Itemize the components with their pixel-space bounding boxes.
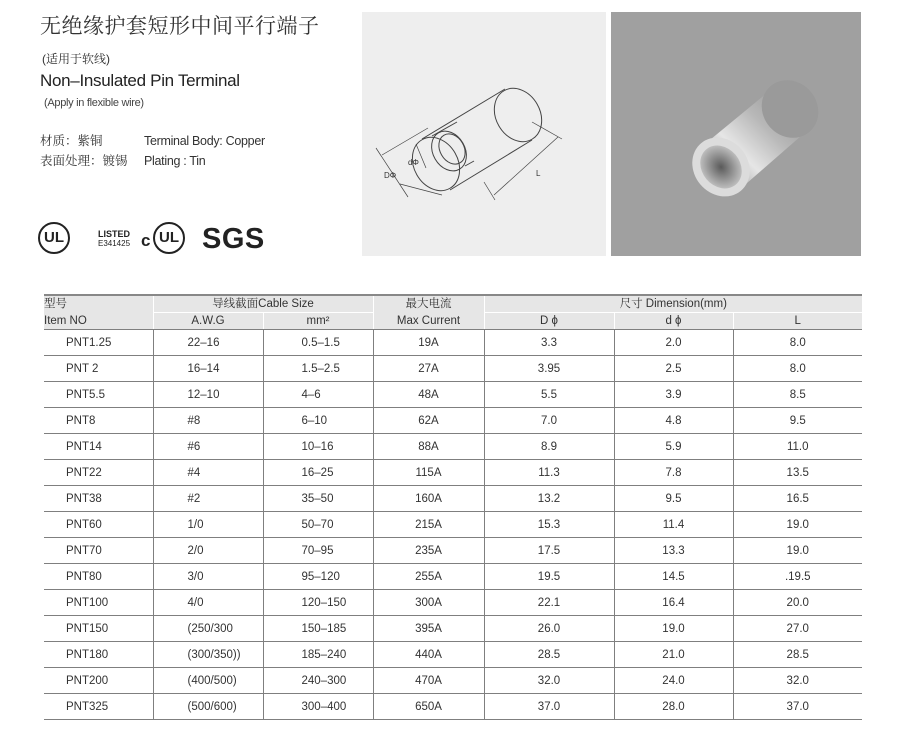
cell-mm2: 10–16 [263,434,373,460]
cell-D: 8.9 [484,434,614,460]
cell-mm2: 95–120 [263,564,373,590]
cell-L: 13.5 [733,460,862,486]
cell-awg: (300/350)) [153,642,263,668]
terminal-photo-svg [611,12,861,256]
cell-mm2: 6–10 [263,408,373,434]
cell-mm2: 70–95 [263,538,373,564]
ul-file-number: E341425 [98,239,131,248]
table-row [44,642,862,668]
cell-awg: 16–14 [153,356,263,382]
cell-model: PNT325 [44,694,153,720]
cell-D: 3.95 [484,356,614,382]
cell-d: 13.3 [614,538,733,564]
cell-L: 37.0 [733,694,862,720]
header-model-en: Item NO [44,313,153,330]
cell-D: 7.0 [484,408,614,434]
cell-D: 3.3 [484,330,614,356]
material-label-en: Terminal Body: Copper [144,134,265,148]
table-row [44,486,862,512]
cell-L: 8.5 [733,382,862,408]
cell-L: 28.5 [733,642,862,668]
cell-model: PNT14 [44,434,153,460]
cell-current: 19A [373,330,484,356]
cell-D: 15.3 [484,512,614,538]
cell-D: 26.0 [484,616,614,642]
cell-d: 11.4 [614,512,733,538]
cell-model: PNT60 [44,512,153,538]
header-row-1 [44,295,862,313]
cell-model: PNT80 [44,564,153,590]
label-D: DΦ [384,171,397,180]
cell-mm2: 1.5–2.5 [263,356,373,382]
c-mark: c [141,231,151,250]
cell-model: PNT38 [44,486,153,512]
material-spec [40,131,265,149]
cell-D: 28.5 [484,642,614,668]
header-dimension: 尺寸 Dimension(mm) [484,295,862,313]
product-photo [611,12,861,256]
sgs-logo: SGS [202,223,265,255]
cell-model: PNT5.5 [44,382,153,408]
header-mm2: mm² [263,313,373,330]
surface-label-en: Plating : Tin [144,154,206,168]
header-D: D ϕ [484,313,614,330]
label-d: dΦ [408,158,419,167]
cell-L: 32.0 [733,668,862,694]
cell-d: 14.5 [614,564,733,590]
apply-note-english: (Apply in flexible wire) [44,97,144,109]
cell-L: 16.5 [733,486,862,512]
table-row [44,590,862,616]
terminal-drawing-svg [362,12,606,256]
table-row [44,668,862,694]
cell-current: 160A [373,486,484,512]
cell-model: PNT1.25 [44,330,153,356]
cell-d: 7.8 [614,460,733,486]
cell-mm2: 4–6 [263,382,373,408]
material-label-cn: 材质：紫铜 [40,134,103,148]
cell-mm2: 300–400 [263,694,373,720]
cell-mm2: 240–300 [263,668,373,694]
cell-L: 9.5 [733,408,862,434]
header-cable-size: 导线截面Cable Size [153,295,373,313]
cell-current: 650A [373,694,484,720]
table-row [44,382,862,408]
listed-text: LISTED [98,229,131,239]
cell-d: 16.4 [614,590,733,616]
cell-d: 9.5 [614,486,733,512]
table-row [44,564,862,590]
table-row [44,538,862,564]
cell-model: PNT22 [44,460,153,486]
table-row [44,694,862,720]
header-model-cn: 型号 [44,295,153,313]
cell-L: 8.0 [733,330,862,356]
cell-current: 300A [373,590,484,616]
cell-current: 115A [373,460,484,486]
cell-awg: #4 [153,460,263,486]
cell-model: PNT100 [44,590,153,616]
listed-mark [98,230,130,248]
cell-d: 5.9 [614,434,733,460]
header-awg: A.W.G [153,313,263,330]
table-row [44,408,862,434]
cell-current: 48A [373,382,484,408]
cell-model: PNT70 [44,538,153,564]
cell-awg: #2 [153,486,263,512]
header-d: d ϕ [614,313,733,330]
cell-D: 19.5 [484,564,614,590]
cell-mm2: 16–25 [263,460,373,486]
cell-awg: 2/0 [153,538,263,564]
cell-mm2: 185–240 [263,642,373,668]
cell-d: 2.0 [614,330,733,356]
title-english: Non–Insulated Pin Terminal [40,71,240,90]
cell-D: 5.5 [484,382,614,408]
cell-L: 27.0 [733,616,862,642]
header-row-2 [44,313,862,330]
cell-d: 4.8 [614,408,733,434]
specification-table [44,294,862,720]
table-row [44,434,862,460]
ul-logo-icon: UL [38,222,70,254]
cell-current: 88A [373,434,484,460]
cell-current: 470A [373,668,484,694]
table-body [44,330,862,720]
cell-d: 2.5 [614,356,733,382]
cell-current: 62A [373,408,484,434]
cell-D: 37.0 [484,694,614,720]
cell-D: 22.1 [484,590,614,616]
cell-current: 255A [373,564,484,590]
cell-D: 13.2 [484,486,614,512]
technical-drawing [362,12,606,256]
cell-awg: 1/0 [153,512,263,538]
cell-d: 3.9 [614,382,733,408]
cell-D: 11.3 [484,460,614,486]
cell-d: 28.0 [614,694,733,720]
cell-model: PNT200 [44,668,153,694]
cell-awg: #6 [153,434,263,460]
header-current-cn: 最大电流 [373,295,484,313]
cell-L: .19.5 [733,564,862,590]
table-row [44,616,862,642]
cul-logo-icon: UL [153,222,185,254]
cell-awg: (500/600) [153,694,263,720]
header-L: L [733,313,862,330]
cell-model: PNT180 [44,642,153,668]
surface-label-cn: 表面处理：镀锡 [40,154,128,168]
table-row [44,460,862,486]
surface-spec [40,151,205,169]
cell-L: 8.0 [733,356,862,382]
table-row [44,330,862,356]
cell-mm2: 150–185 [263,616,373,642]
cell-awg: 12–10 [153,382,263,408]
cell-model: PNT150 [44,616,153,642]
cell-mm2: 35–50 [263,486,373,512]
cell-mm2: 120–150 [263,590,373,616]
cell-current: 235A [373,538,484,564]
cell-model: PNT 2 [44,356,153,382]
cell-awg: #8 [153,408,263,434]
cell-current: 395A [373,616,484,642]
cell-awg: 22–16 [153,330,263,356]
title-chinese: 无绝缘护套短形中间平行端子 [40,15,320,38]
cell-d: 19.0 [614,616,733,642]
cell-L: 19.0 [733,512,862,538]
cell-L: 11.0 [733,434,862,460]
cell-current: 27A [373,356,484,382]
cell-awg: 4/0 [153,590,263,616]
cell-awg: (400/500) [153,668,263,694]
header-current-en: Max Current [373,313,484,330]
cell-awg: (250/300 [153,616,263,642]
cell-D: 32.0 [484,668,614,694]
label-L: L [536,169,541,178]
table-row [44,356,862,382]
cell-D: 17.5 [484,538,614,564]
cell-mm2: 0.5–1.5 [263,330,373,356]
cell-awg: 3/0 [153,564,263,590]
cell-mm2: 50–70 [263,512,373,538]
cell-model: PNT8 [44,408,153,434]
apply-note-chinese: (适用于软线) [42,52,110,66]
cell-d: 21.0 [614,642,733,668]
table-row [44,512,862,538]
cell-L: 19.0 [733,538,862,564]
cell-L: 20.0 [733,590,862,616]
cell-current: 440A [373,642,484,668]
cell-d: 24.0 [614,668,733,694]
cell-current: 215A [373,512,484,538]
